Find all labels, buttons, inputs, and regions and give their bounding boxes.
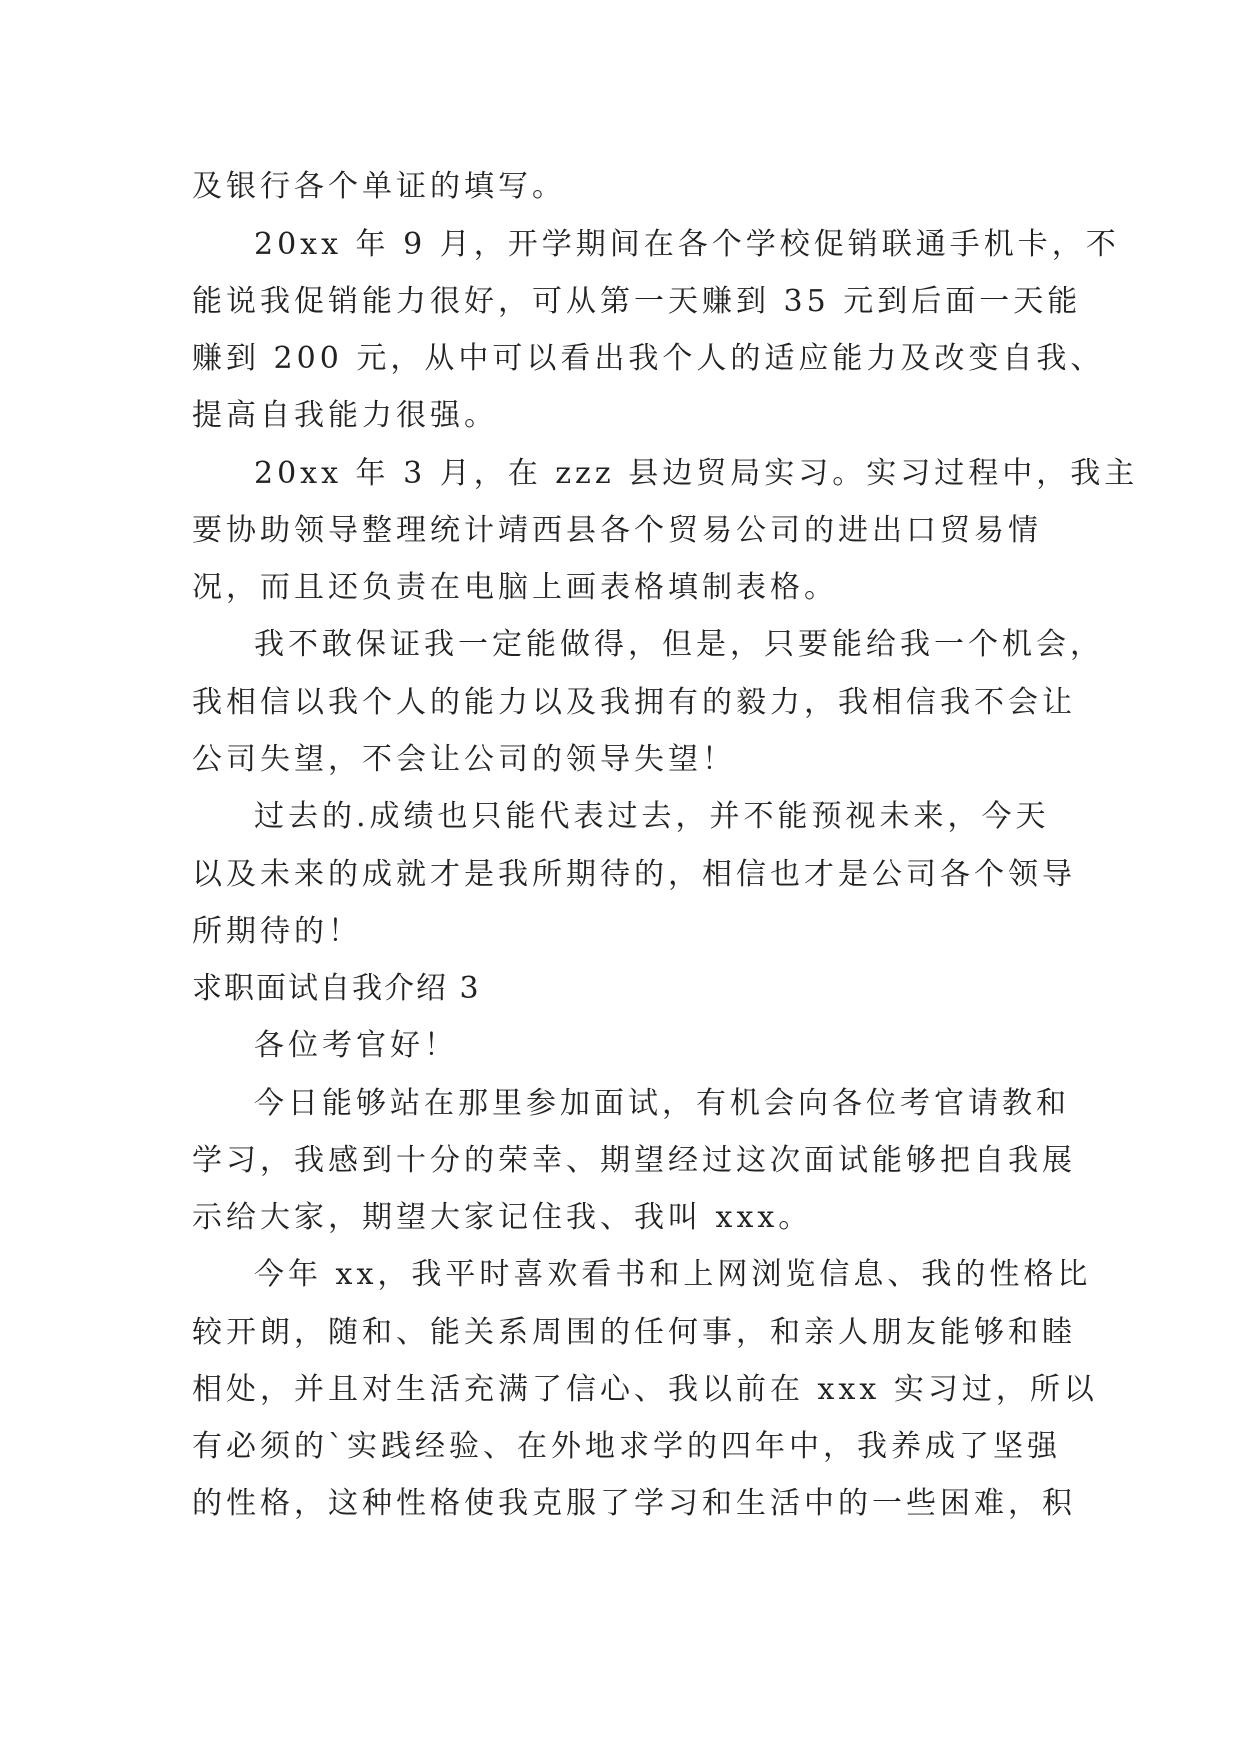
paragraph-line: 有必须的`实践经验、在外地求学的四年中，我养成了坚强 (192, 1429, 1061, 1464)
paragraph-line: 示给大家，期望大家记住我、我叫 xxx。 (192, 1200, 813, 1235)
paragraph-line: 过去的.成绩也只能代表过去，并不能预视未来，今天 (254, 799, 1050, 834)
paragraph-line: 的性格，这种性格使我克服了学习和生活中的一些困难，积 (192, 1486, 1076, 1521)
paragraph-line: 及银行各个单证的填写。 (192, 169, 566, 204)
paragraph-line: 赚到 200 元，从中可以看出我个人的适应能力及改变自我、 (192, 341, 1105, 376)
paragraph-line: 今年 xx，我平时喜欢看书和上网浏览信息、我的性格比 (254, 1257, 1092, 1292)
paragraph-line: 所期待的！ (192, 914, 362, 949)
paragraph-line: 我不敢保证我一定能做得，但是，只要能给我一个机会， (254, 627, 1104, 662)
paragraph-line: 相处，并且对生活充满了信心、我以前在 xxx 实习过，所以 (192, 1372, 1098, 1407)
paragraph-line: 较开朗，随和、能关系周围的任何事，和亲人朋友能够和睦 (192, 1315, 1076, 1350)
paragraph-line: 况，而且还负责在电脑上画表格填制表格。 (192, 570, 838, 605)
paragraph-line: 20xx 年 9 月，开学期间在各个学校促销联通手机卡，不 (254, 227, 1120, 262)
paragraph-line: 公司失望，不会让公司的领导失望！ (192, 742, 736, 777)
paragraph-line: 我相信以我个人的能力以及我拥有的毅力，我相信我不会让 (192, 685, 1076, 720)
paragraph-line: 各位考官好！ (254, 1028, 458, 1063)
paragraph-line: 学习，我感到十分的荣幸、期望经过这次面试能够把自我展 (192, 1143, 1076, 1178)
paragraph-line: 今日能够站在那里参加面试，有机会向各位考官请教和 (254, 1086, 1070, 1121)
paragraph-line: 要协助领导整理统计靖西县各个贸易公司的进出口贸易情 (192, 513, 1042, 548)
paragraph-line: 能说我促销能力很好，可从第一天赚到 35 元到后面一天能 (192, 284, 1082, 319)
paragraph-line: 以及未来的成就才是我所期待的，相信也才是公司各个领导 (192, 857, 1076, 892)
paragraph-line: 提高自我能力很强。 (192, 398, 498, 433)
section-heading: 求职面试自我介绍 3 (192, 971, 481, 1006)
paragraph-line: 20xx 年 3 月，在 zzz 县边贸局实习。实习过程中，我主 (254, 456, 1139, 491)
